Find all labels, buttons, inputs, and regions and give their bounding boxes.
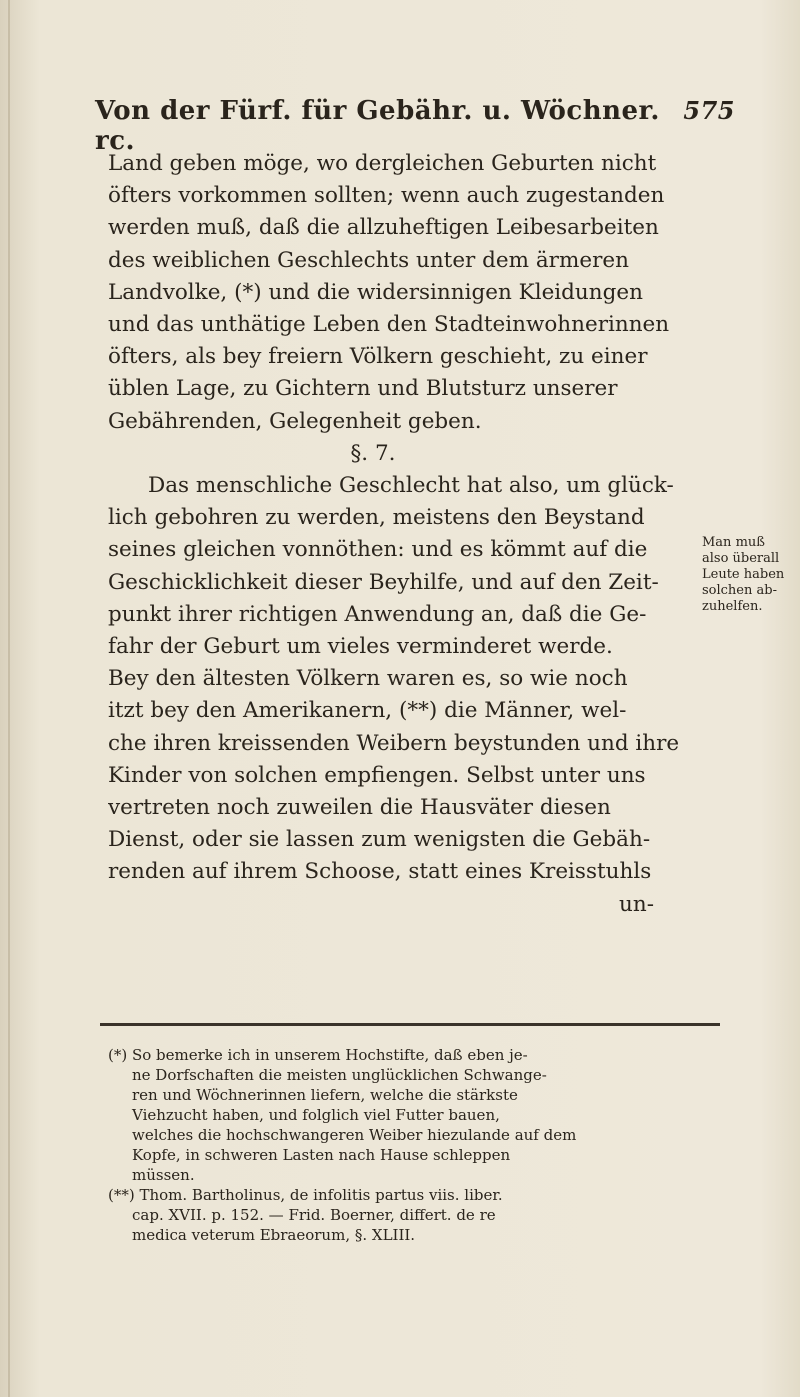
text-line: Das menschliche Geschlecht hat also, um glück- [148,473,674,499]
margin-line: Leute haben [702,567,785,582]
text-line: öfters vorkommen sollten; wenn auch zugestanden [108,183,665,209]
text-line: renden auf ihrem Schoose, statt eines Kreisstuhls [108,859,652,885]
footnote-divider [100,1023,720,1026]
text-line: und das unthätige Leben den Stadteinwohnerinnen [108,312,670,338]
text-line: üblen Lage, zu Gichtern und Blutsturz unserer [108,376,618,402]
page-number: 575 [683,96,735,125]
footnote-line: welches die hochschwangeren Weiber hiezulande auf dem [132,1126,577,1144]
footnote-line: (*) So bemerke ich in unserem Hochstifte, daß eben je- [108,1046,528,1064]
text-line: Geschicklichkeit dieser Beyhilfe, und auf den Zeit- [108,569,659,595]
footnote-line: Viehzucht haben, und folglich viel Futter bauen, [132,1106,500,1124]
text-line: lich gebohren zu werden, meistens den Beystand [108,505,645,531]
text-line: öfters, als bey freiern Völkern geschieht, zu einer [108,344,648,370]
text-line: Gebährenden, Gelegenheit geben. [108,408,482,434]
margin-line: Man muß [702,535,765,550]
text-line: itzt bey den Amerikanern, (**) die Männer, wel- [108,698,627,724]
text-line: fahr der Geburt um vieles verminderet werde. [108,634,613,660]
margin-line: zuhelfen. [702,599,763,614]
text-line: seines gleichen vonnöthen: und es kömmt auf die [108,537,648,563]
text-line: punkt ihrer richtigen Anwendung an, daß die Ge- [108,601,647,627]
footnotes [108,1045,708,1245]
footnote-line: ne Dorfschaften die meisten unglücklichen Schwange- [132,1066,547,1084]
margin-line: solchen ab- [702,583,777,598]
footnote-line: müssen. [132,1166,195,1184]
margin-line: also überall [702,551,780,566]
main-text [108,148,698,921]
text-line: vertreten noch zuweilen die Hausväter diesen [108,795,611,821]
text-line: Land geben möge, wo dergleichen Geburten nicht [108,151,657,176]
footnote-line: medica veterum Ebraeorum, §. XLIII. [132,1226,416,1244]
catchword: un- [619,891,654,917]
footnote-line: (**) Thom. Bartholinus, de infolitis partus viis. liber. [108,1186,503,1204]
text-line: des weiblichen Geschlechts unter dem ärmeren [108,247,629,273]
text-line: Kinder von solchen empfiengen. Selbst unter uns [108,762,646,788]
footnote-line: cap. XVII. p. 152. — Frid. Boerner, differt. de re [132,1206,496,1224]
header-title: Von der Fürf. für Gebähr. u. Wöchner. rc. [95,96,660,156]
footnote-line: Kopfe, in schweren Lasten nach Hause schleppen [132,1146,511,1164]
text-line: Dienst, oder sie lassen zum wenigsten die Gebäh- [108,827,651,853]
footnote-line: ren und Wöchnerinnen liefern, welche die stärkste [132,1086,518,1104]
binding-gutter [8,0,10,1397]
marginal-note [702,535,785,615]
section-heading: §. 7. [350,440,396,466]
text-line: che ihren kreissenden Weibern beystunden und ihre [108,730,680,756]
text-line: Landvolke, (*) und die widersinnigen Kleidungen [108,279,643,305]
running-header [95,96,735,156]
text-line: werden muß, daß die allzuheftigen Leibesarbeiten [108,215,659,241]
text-line: Bey den ältesten Völkern waren es, so wie noch [108,666,628,692]
